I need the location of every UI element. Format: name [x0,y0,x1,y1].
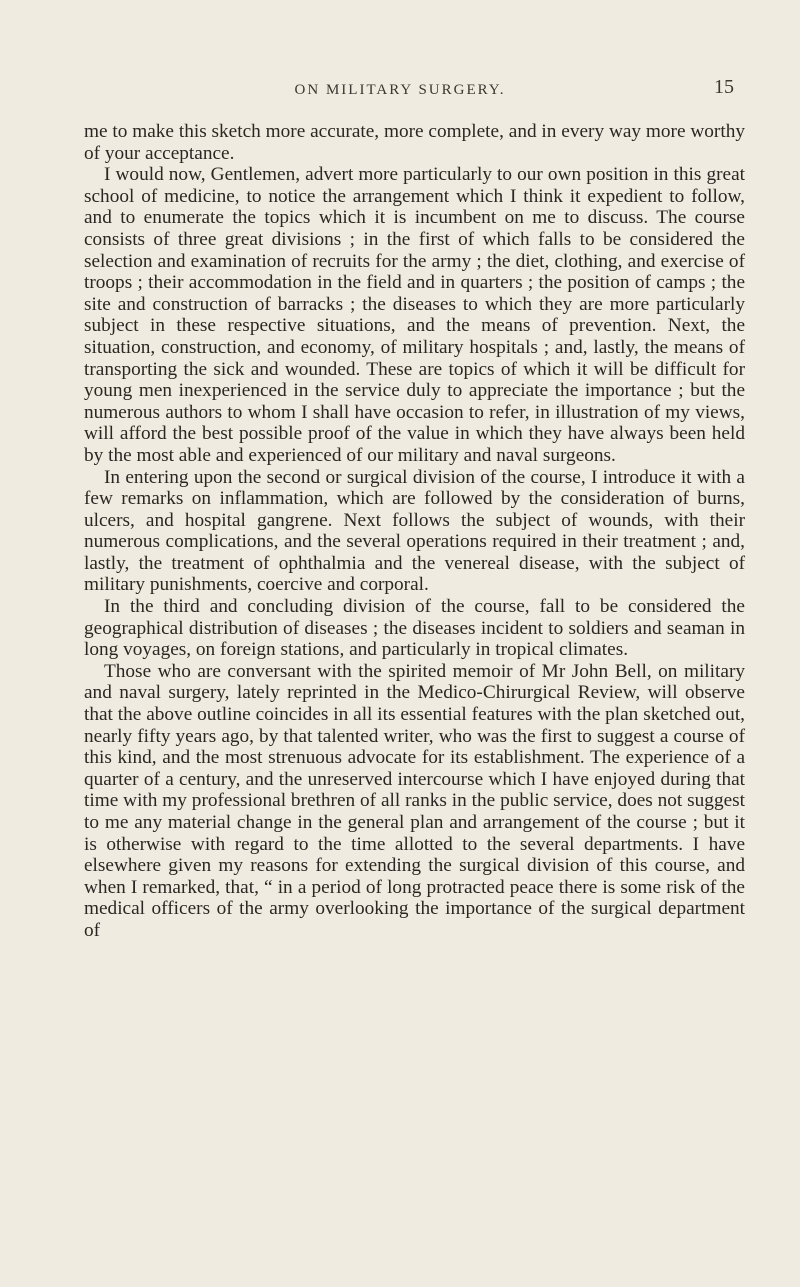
paragraph: me to make this sketch more accurate, more complete, and in every way more worthy of your acceptance. [84,121,745,164]
paragraph: I would now, Gentlemen, advert more particularly to our own position in this great school of medicine, to notice the arrangement which I think it expedient to follow, and to enumerate the topics which it is incumbent on me to discuss. The course consists of three great divisions ; in the first of which falls to be considered the selection and examination of recruits for the army ; the diet, clothing, and exercise of troops ; their accommodation in the field and in quarters ; the position of camps ; the site and construction of barracks ; the diseases to which they are more particularly subject in these respective situations, and the means of prevention. Next, the situation, construction, and economy, of military hospitals ; and, lastly, the means of transporting the sick and wounded. These are topics of which it will be difficult for young men inexperienced in the service duly to appreciate the importance ; but the numerous authors to whom I shall have occasion to refer, in illustration of my views, will afford the best possible proof of the value in which they have always been held by the most able and experienced of our military and naval surgeons. [84,164,745,466]
paragraph: Those who are conversant with the spirited memoir of Mr John Bell, on military and naval surgery, lately reprinted in the Medico-Chirurgical Review, will observe that the above outline coincides in all its essential features with the plan sketched out, nearly fifty years ago, by that talented writer, who was the first to suggest a course of this kind, and the most strenuous advocate for its establishment. The experience of a quarter of a century, and the unreserved intercourse which I have enjoyed during that time with my professional brethren of all ranks in the public service, does not suggest to me any material change in the general plan and arrangement of the course ; but it is otherwise with regard to the time allotted to the several departments. I have elsewhere given my reasons for extending the surgical division of this course, and when I remarked, that, “ in a period of long protracted peace there is some risk of the medical officers of the army overlooking the importance of the surgical department of [84,660,745,941]
page-number: 15 [714,76,734,98]
paragraph: In the third and concluding division of the course, fall to be considered the geographical distribution of diseases ; the diseases incident to soldiers and seaman in long voyages, on foreign stations, and particularly in tropical climates. [84,596,745,661]
body-text [84,121,745,942]
paragraph: In entering upon the second or surgical division of the course, I introduce it with a few remarks on inflammation, which are followed by the consideration of burns, ulcers, and hospital gangrene. Next follows the subject of wounds, with their numerous complications, and the several operations required in their treatment ; and, lastly, the treatment of ophthalmia and the venereal disease, with the subject of military punishments, coercive and corporal. [84,466,745,596]
running-head: ON MILITARY SURGERY. [294,82,506,98]
